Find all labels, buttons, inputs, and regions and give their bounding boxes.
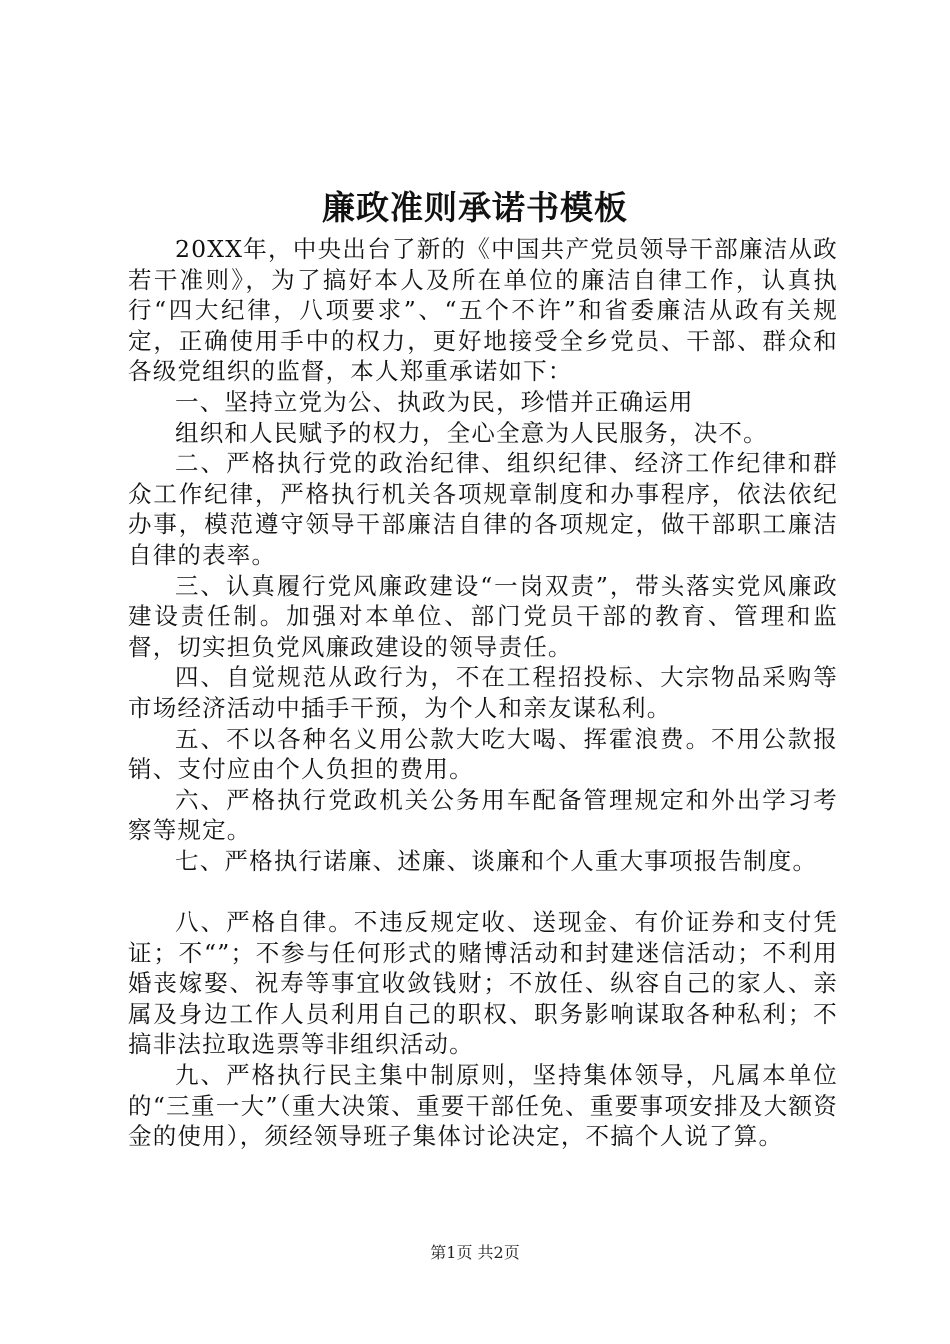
commitment-item-1-line-1: 一、坚持立党为公、执政为民，珍惜并正确运用: [175, 387, 694, 416]
commitment-item-3: 三、认真履行党风廉政建设“一岗双责”，带头落实党风廉政建设责任制。加强对本单位、部门党员干部的教育、管理和监督，切实担负党风廉政建设的领导责任。: [128, 571, 838, 661]
commitment-item-8: 八、严格自律。不违反规定收、送现金、有价证券和支付凭证；不“”；不参与任何形式的赌博活动和封建迷信活动；不利用婚丧嫁娶、祝寿等事宜收敛钱财；不放任、纵容自己的家人、亲属及身边工作人员利用自己的职权、职务影响谋取各种私利；不搞非法拉取选票等非组织活动。: [128, 908, 838, 1059]
commitment-item-2: 二、严格执行党的政治纪律、组织纪律、经济工作纪律和群众工作纪律，严格执行机关各项规章制度和办事程序，依法依纪办事，模范遵守领导干部廉洁自律的各项规定，做干部职工廉洁自律的表率。: [128, 449, 838, 569]
commitment-item-9: 九、严格执行民主集中制原则，坚持集体领导，凡属本单位的“三重一大”（重大决策、重要干部任免、重要事项安排及大额资金的使用），须经领导班子集体讨论决定，不搞个人说了算。: [128, 1061, 838, 1151]
commitment-item-4: 四、自觉规范从政行为，不在工程招投标、大宗物品采购等市场经济活动中插手干预，为个人和亲友谋私利。: [128, 663, 838, 722]
document-body: [128, 234, 838, 1152]
commitment-item-5: 五、不以各种名义用公款大吃大喝、挥霍浪费。不用公款报销、支付应由个人负担的费用。: [128, 724, 838, 784]
document-title: 廉政准则承诺书模板: [322, 188, 628, 227]
commitment-item-1-line-2: 组织和人民赋予的权力，全心全意为人民服务，决不。: [175, 418, 768, 447]
commitment-item-6: 六、严格执行党政机关公务用车配备管理规定和外出学习考察等规定。: [128, 785, 838, 845]
intro-paragraph: 20XX年，中央出台了新的《中国共产党员领导干部廉洁从政若干准则》，为了搞好本人及所在单位的廉洁自律工作，认真执行“四大纪律，八项要求”、“五个不许”和省委廉洁从政有关规定，正确使用手中的权力，更好地接受全乡党员、干部、群众和各级党组织的监督，本人郑重承诺如下：: [128, 235, 838, 386]
page-number-footer: 第1页 共2页: [430, 1243, 520, 1262]
commitment-item-7: 七、严格执行诺廉、述廉、谈廉和个人重大事项报告制度。: [175, 846, 818, 875]
